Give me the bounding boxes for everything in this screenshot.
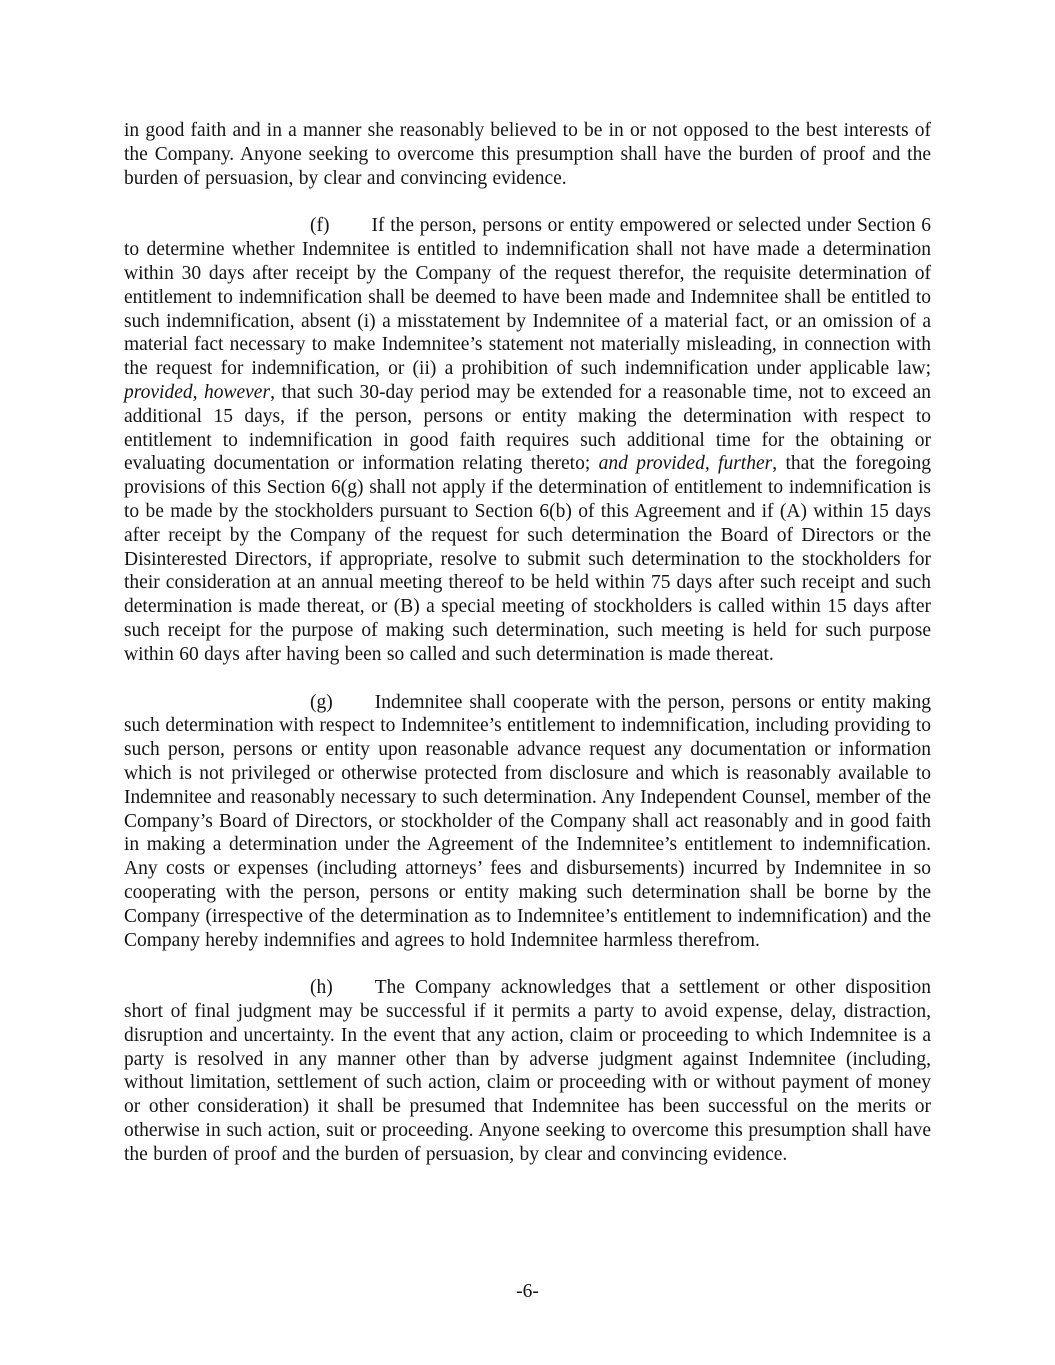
- paragraph-g: [124, 691, 931, 953]
- paragraph-f-label: (f): [310, 215, 330, 237]
- paragraph-g-text: Indemnitee shall cooperate with the person, persons or entity making such determination with respect to Indemnitee’s entitlement to indemnification, including providing to such person, persons or entity upon reasonable advance request any documentation or information which is not privileged or otherwise protected from disclosure and which is reasonably available to Indemnitee and reasonably necessary to such determination. Any Independent Counsel, member of the Company’s Board of Directors, or stockholder of the Company shall act reasonably and in good faith in making a determination under the Agreement of the Indemnitee’s entitlement to indemnification. Any costs or expenses (including attorneys’ fees and disbursements) incurred by Indemnitee in so cooperating with the person, persons or entity making such determination shall be borne by the Company (irrespective of the determination as to Indemnitee’s entitlement to indemnification) and the Company hereby indemnifies and agrees to hold Indemnitee harmless therefrom.: [124, 691, 931, 951]
- paragraph-continuation-text: in good faith and in a manner she reasonably believed to be in or not opposed to the best interests of the Company. Anyone seeking to overcome this presumption shall have the burden of proof and the burden of persuasion, by clear and convincing evidence.: [124, 120, 931, 189]
- page-number: -6-: [516, 1281, 539, 1302]
- paragraph-f-text-3: , that the foregoing provisions of this Section 6(g) shall not apply if the determination of entitlement to indemnification is to be made by the stockholders pursuant to Section 6(b) of this Agreement and if (A) within 15 days after receipt by the Company of the request for such determination the Board of Directors or the Disinterested Directors, if appropriate, resolve to submit such determination to the stockholders for their consideration at an annual meeting thereof to be held within 75 days after such receipt and such determination is made thereat, or (B) a special meeting of stockholders is called within 15 days after such receipt for the purpose of making such determination, such meeting is held for such purpose within 60 days after having been so called and such determination is made thereat.: [124, 453, 932, 665]
- paragraph-f: [124, 214, 931, 666]
- paragraph-f-text: If the person, persons or entity empowered or selected under Section 6 to determine whether Indemnitee is entitled to indemnification shall not have made a determination within 30 days after receipt by the Company of the request therefor, the requisite determination of entitlement to indemnification shall be deemed to have been made and Indemnitee shall be entitled to such indemnification, absent (i) a misstatement by Indemnitee of a material fact, or an omission of a material fact necessary to make Indemnitee’s statement not materially misleading, in connection with the request for indemnification, or (ii) a prohibition of such indemnification under applicable law;: [124, 215, 931, 380]
- paragraph-g-label: (g): [310, 691, 333, 713]
- paragraph-h: [124, 976, 931, 1166]
- paragraph-f-italic-phrase-2: and provided, further: [598, 453, 773, 475]
- paragraph-h-text: The Company acknowledges that a settlement or other disposition short of final judgment may be successful if it permits a party to avoid expense, delay, distraction, disruption and uncertainty. In the event that any action, claim or proceeding to which Indemnitee is a party is resolved in any manner other than by adverse judgment against Indemnitee (including, without limitation, settlement of such action, claim or proceeding with or without payment of money or other consideration) it shall be presumed that Indemnitee has been successful on the merits or otherwise in such action, suit or proceeding. Anyone seeking to overcome this presumption shall have the burden of proof and the burden of persuasion, by clear and convincing evidence.: [124, 977, 931, 1165]
- paragraph-f-italic-phrase-1: provided, however: [124, 381, 271, 403]
- paragraph-h-label: (h): [310, 977, 333, 999]
- document-body: [124, 119, 931, 1167]
- paragraph-continuation: [124, 119, 931, 190]
- paragraph-f-text-2: , that such 30-day period may be extended for a reasonable time, not to exceed an additional 15 days, if the person, persons or entity making the determination with respect to entitlement to indemnification in good faith requires such additional time for the obtaining or evaluating documentation or information relating thereto;: [124, 381, 932, 475]
